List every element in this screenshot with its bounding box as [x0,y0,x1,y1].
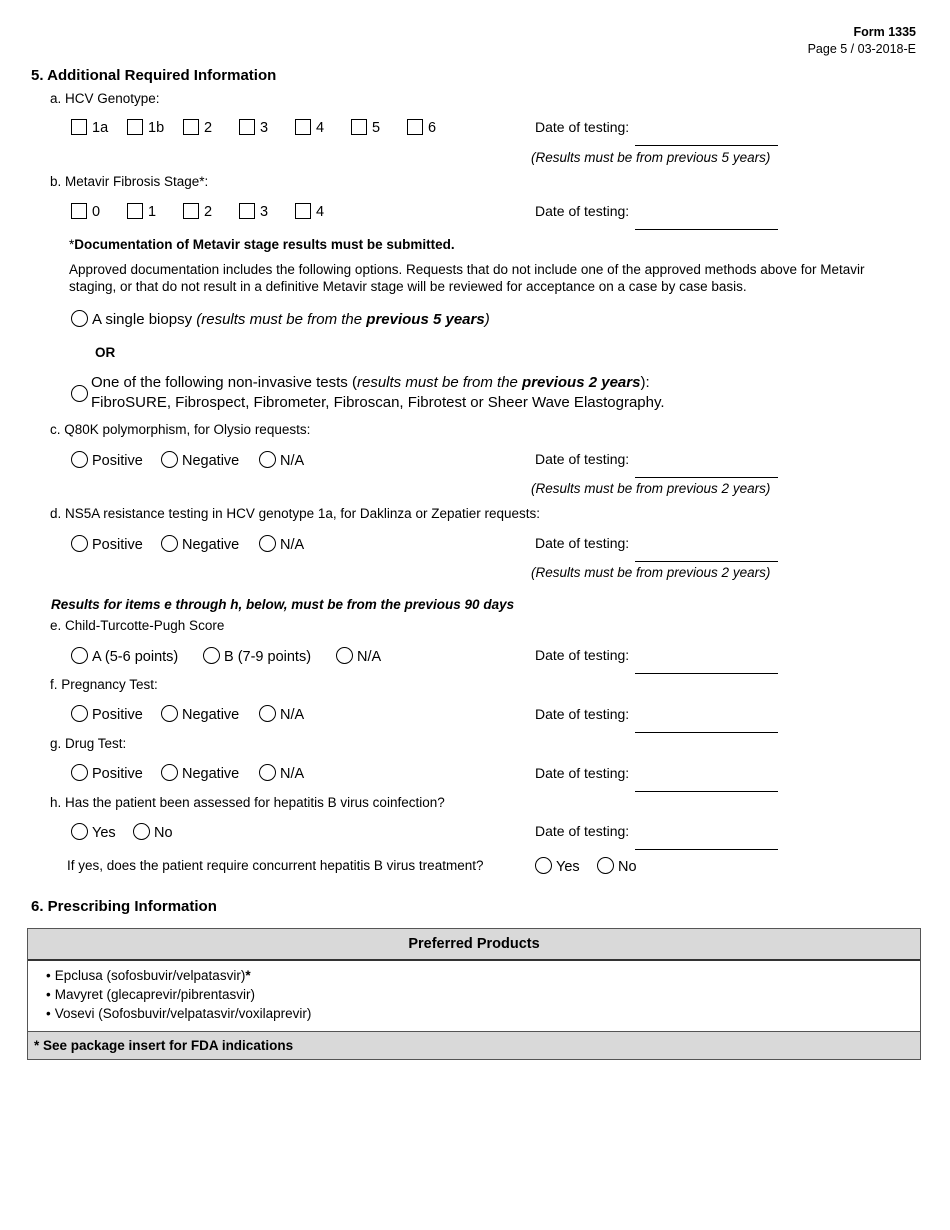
genotype-4-checkbox[interactable] [295,119,324,136]
option-label: 1 [148,204,157,220]
drug-date-field[interactable] [635,791,778,792]
fda-indications-note: * See package insert for FDA indications [28,1031,920,1059]
checkbox-box[interactable] [127,119,143,135]
question-c-label: c. Q80K polymorphism, for Olysio requests: [50,422,311,437]
option-label: 0 [92,204,101,220]
hbv-assessed-yes-radio[interactable] [71,823,116,841]
hbv-date-field[interactable] [635,849,778,850]
option-label: No [618,859,637,875]
checkbox-box[interactable] [71,119,87,135]
date-of-testing-label: Date of testing: [535,451,630,467]
documentation-required-text: Documentation of Metavir stage results must be submitted. [74,237,455,252]
option-label: Negative [182,707,240,723]
option-label: Positive [92,766,143,782]
checkbox-box[interactable] [407,119,423,135]
hbv-assessed-no-radio[interactable] [133,823,173,841]
checkbox-box[interactable] [239,203,255,219]
preferred-products-table [27,928,921,1060]
radio-circle[interactable] [161,535,178,552]
q80k-na-radio[interactable] [259,451,304,469]
product-name: Epclusa (sofosbuvir/velpatasvir) [54,968,246,983]
metavir-documentation-required [69,237,455,252]
genotype-6-checkbox[interactable] [407,119,436,136]
genotype-2-checkbox[interactable] [183,119,212,136]
hbv-followup-question: If yes, does the patient require concurrent hepatitis B virus treatment? [67,858,484,873]
radio-circle[interactable] [71,823,88,840]
radio-circle[interactable] [71,451,88,468]
drug-na-radio[interactable] [259,764,304,782]
product-item [46,966,920,985]
pregnancy-na-radio[interactable] [259,705,304,723]
hbv-treatment-no-radio[interactable] [597,857,637,875]
genotype-results-note: (Results must be from previous 5 years) [531,150,771,165]
date-of-testing-label: Date of testing: [535,119,630,135]
page-number: Page 5 / 03-2018-E [807,42,916,56]
radio-circle[interactable] [203,647,220,664]
drug-negative-radio[interactable] [161,764,239,782]
preferred-products-header: Preferred Products [28,929,920,961]
radio-circle[interactable] [71,764,88,781]
option-label: No [154,825,173,841]
radio-circle[interactable] [71,647,88,664]
date-of-testing-label: Date of testing: [535,823,630,839]
option-label: 3 [260,120,269,136]
option-label: 6 [428,120,437,136]
date-of-testing-label: Date of testing: [535,203,630,219]
q80k-negative-radio[interactable] [161,451,239,469]
biopsy-label: A single biopsy [92,311,197,328]
q80k-date-field[interactable] [635,477,778,478]
genotype-5-checkbox[interactable] [351,119,380,136]
ctp-na-radio[interactable] [336,647,381,665]
ctp-b-radio[interactable] [203,647,311,665]
option-label: B (7-9 points) [224,649,312,665]
form-number: Form 1335 [853,25,916,39]
radio-circle[interactable] [259,705,276,722]
radio-circle[interactable] [161,705,178,722]
product-item [46,1004,920,1023]
genotype-1b-checkbox[interactable] [127,119,164,136]
option-label: Negative [182,537,240,553]
question-e-label: e. Child-Turcotte-Pugh Score [50,618,225,633]
or-separator: OR [95,345,116,360]
checkbox-box[interactable] [295,119,311,135]
ns5a-date-field[interactable] [635,561,778,562]
noninvasive-label: One of the following non-invasive tests (results must be from the previous 2 years): FibroSURE, Fibrospect, Fibrometer, Fibroscan, Fibrotest or Sheer Wave Elastography. [91,374,665,411]
preferred-products-list [28,961,920,1031]
date-of-testing-label: Date of testing: [535,647,630,663]
product-mark: * [245,968,251,983]
radio-circle[interactable] [597,857,614,874]
date-of-testing-label: Date of testing: [535,765,630,781]
question-d-label: d. NS5A resistance testing in HCV genotype 1a, for Daklinza or Zepatier requests: [50,506,541,521]
radio-circle[interactable] [161,764,178,781]
checkbox-box[interactable] [71,203,87,219]
option-label: 4 [316,120,325,136]
genotype-date-field[interactable] [635,145,778,146]
product-name: Vosevi (Sofosbuvir/velpatasvir/voxilaprevir) [54,1006,312,1021]
radio-circle[interactable] [71,705,88,722]
question-h-label: h. Has the patient been assessed for hepatitis B virus coinfection? [50,795,445,810]
option-label: N/A [280,537,305,553]
checkbox-box[interactable] [183,119,199,135]
ctp-a-radio[interactable] [71,647,178,665]
option-label: 2 [204,120,213,136]
genotype-1a-checkbox[interactable] [71,119,108,136]
date-of-testing-label: Date of testing: [535,706,630,722]
radio-circle[interactable] [71,310,88,327]
q80k-results-note: (Results must be from previous 2 years) [531,481,771,496]
option-label: 1a [92,120,109,136]
option-label: N/A [280,453,305,469]
hbv-treatment-yes-radio[interactable] [535,857,580,875]
checkbox-box[interactable] [351,119,367,135]
metavir-0-checkbox[interactable] [71,203,100,220]
option-label: 3 [260,204,269,220]
option-label: Yes [556,859,580,875]
genotype-3-checkbox[interactable] [239,119,268,136]
q80k-positive-radio[interactable] [71,451,143,469]
ns5a-na-radio[interactable] [259,535,304,553]
question-g-label: g. Drug Test: [50,736,127,751]
radio-circle[interactable] [259,451,276,468]
question-b-label: b. Metavir Fibrosis Stage*: [50,174,209,189]
option-label: Yes [92,825,116,841]
radio-circle[interactable] [133,823,150,840]
metavir-2-checkbox[interactable] [183,203,212,220]
option-label: Negative [182,766,240,782]
ctp-date-field[interactable] [635,673,778,674]
radio-circle[interactable] [259,535,276,552]
ns5a-results-note: (Results must be from previous 2 years) [531,565,771,580]
section-5-title: 5. Additional Required Information [31,67,277,84]
question-f-label: f. Pregnancy Test: [50,677,158,692]
option-label: Negative [182,453,240,469]
noninvasive-test-list: FibroSURE, Fibrospect, Fibrometer, Fibroscan, Fibrotest or Sheer Wave Elastography. [91,394,665,411]
ns5a-positive-radio[interactable] [71,535,143,553]
option-label: 1b [148,120,165,136]
radio-circle[interactable] [259,764,276,781]
date-of-testing-label: Date of testing: [535,535,630,551]
option-label: Positive [92,707,143,723]
approved-documentation-text: Approved documentation includes the following options. Requests that do not include one of the approved methods above for Metavir staging, or that do not result in a definitive Metavir stage will be reviewed for acceptance on a case by case basis. [69,262,865,294]
metavir-4-checkbox[interactable] [295,203,324,220]
checkbox-box[interactable] [127,203,143,219]
radio-circle[interactable] [161,451,178,468]
metavir-1-checkbox[interactable] [127,203,156,220]
asterisk: * [69,237,75,252]
ns5a-negative-radio[interactable] [161,535,239,553]
option-label: 5 [372,120,381,136]
metavir-date-field[interactable] [635,229,778,230]
product-item [46,985,920,1004]
option-label: N/A [357,649,382,665]
pregnancy-negative-radio[interactable] [161,705,239,723]
option-label: 2 [204,204,213,220]
checkbox-box[interactable] [239,119,255,135]
biopsy-radio[interactable] [71,310,490,328]
results-90-days-note: Results for items e through h, below, must be from the previous 90 days [51,597,515,612]
checkbox-box[interactable] [183,203,199,219]
option-label: Positive [92,453,143,469]
product-name: Mavyret (glecaprevir/pibrentasvir) [54,987,256,1002]
drug-positive-radio[interactable] [71,764,143,782]
radio-circle[interactable] [336,647,353,664]
pregnancy-date-field[interactable] [635,732,778,733]
option-label: N/A [280,707,305,723]
metavir-3-checkbox[interactable] [239,203,268,220]
option-label: 4 [316,204,325,220]
option-label: N/A [280,766,305,782]
pregnancy-positive-radio[interactable] [71,705,143,723]
radio-circle[interactable] [535,857,552,874]
checkbox-box[interactable] [295,203,311,219]
option-label: A (5-6 points) [92,649,179,665]
question-a-label: a. HCV Genotype: [50,91,160,106]
section-6-title: 6. Prescribing Information [31,898,217,915]
biopsy-note: (results must be from the previous 5 years) [196,311,490,328]
noninvasive-radio[interactable] [71,385,88,402]
option-label: Positive [92,537,143,553]
radio-circle[interactable] [71,535,88,552]
